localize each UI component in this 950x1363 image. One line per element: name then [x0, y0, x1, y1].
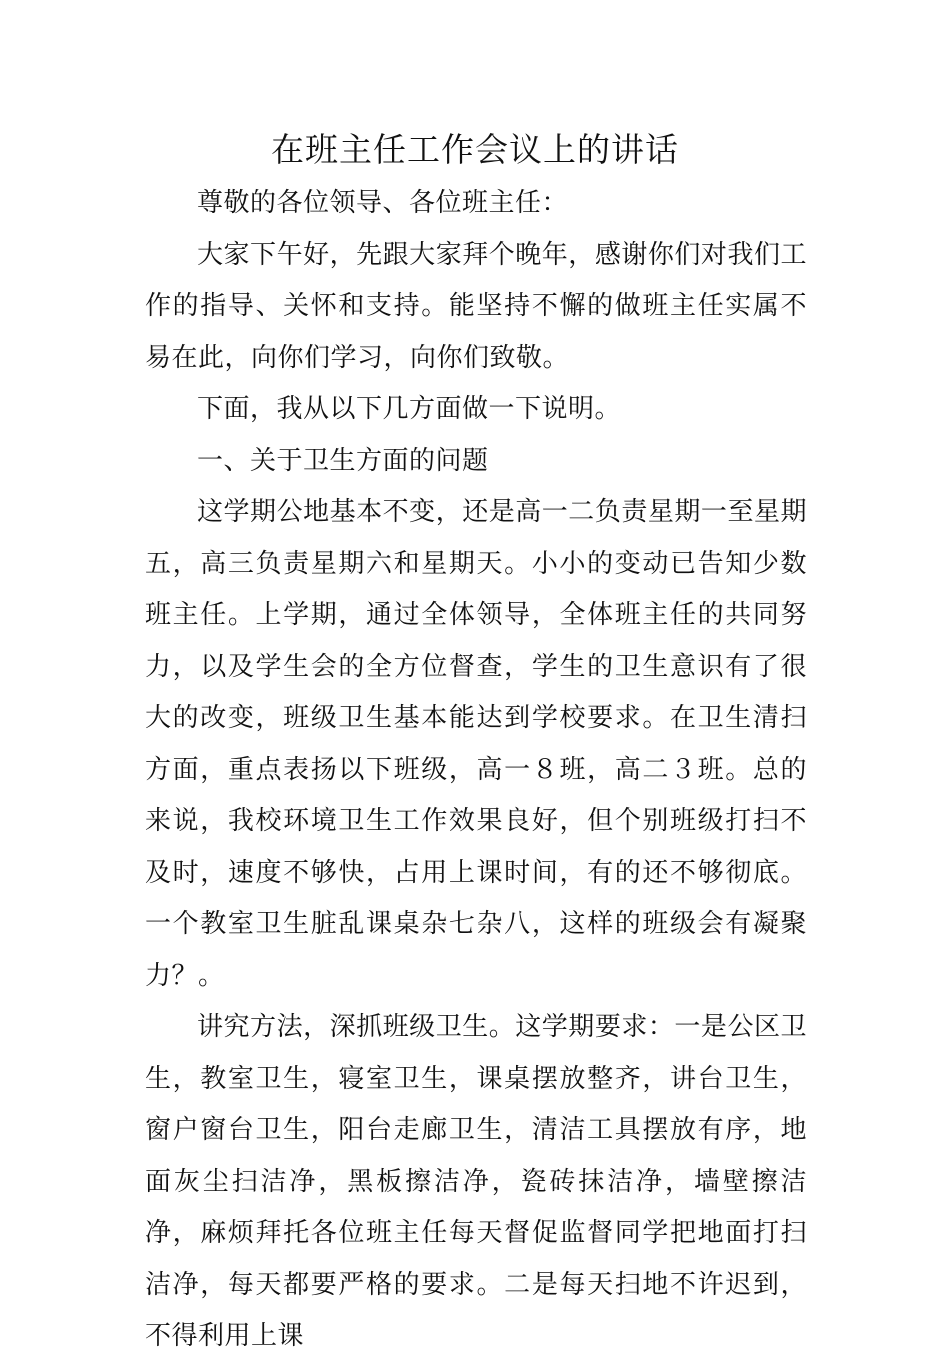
salutation: 尊敬的各位领导、各位班主任：	[197, 188, 569, 218]
paragraph-greeting: 大家下午好，先跟大家拜个晚年，感谢你们对我们工作的指导、关怀和支持。能坚持不懈的做班主任实属不易在此，向你们学习，向你们致敬。	[145, 239, 807, 373]
section-heading-hygiene: 一、关于卫生方面的问题	[197, 445, 489, 476]
document-title: 在班主任工作会议上的讲话	[271, 130, 679, 169]
paragraph-intro: 下面，我从以下几方面做一下说明。	[197, 394, 622, 424]
paragraph-hygiene-requirements: 讲究方法，深抓班级卫生。这学期要求：一是公区卫生，教室卫生，寝室卫生，课桌摆放整齐，讲台卫生，窗户窗台卫生，阳台走廊卫生，清洁工具摆放有序，地面灰尘扫洁净，黑板擦洁净，瓷砖抹洁净，墙壁擦洁净，麻烦拜托各位班主任每天督促监督同学把地面打扫洁净，每天都要严格的要求。二是每天扫地不许迟到，不得利用上课	[145, 1012, 807, 1351]
document-body	[145, 178, 807, 1363]
paragraph-hygiene-review: 这学期公地基本不变，还是高一二负责星期一至星期五，高三负责星期六和星期天。小小的变动已告知少数班主任。上学期，通过全体领导，全体班主任的共同努力，以及学生会的全方位督查，学生的卫生意识有了很大的改变，班级卫生基本能达到学校要求。在卫生清扫方面，重点表扬以下班级，高一８班，高二３班。总的来说，我校环境卫生工作效果良好，但个别班级打扫不及时，速度不够快，占用上课时间，有的还不够彻底。一个教室卫生脏乱课桌杂七杂八，这样的班级会有凝聚力？。	[145, 497, 807, 991]
